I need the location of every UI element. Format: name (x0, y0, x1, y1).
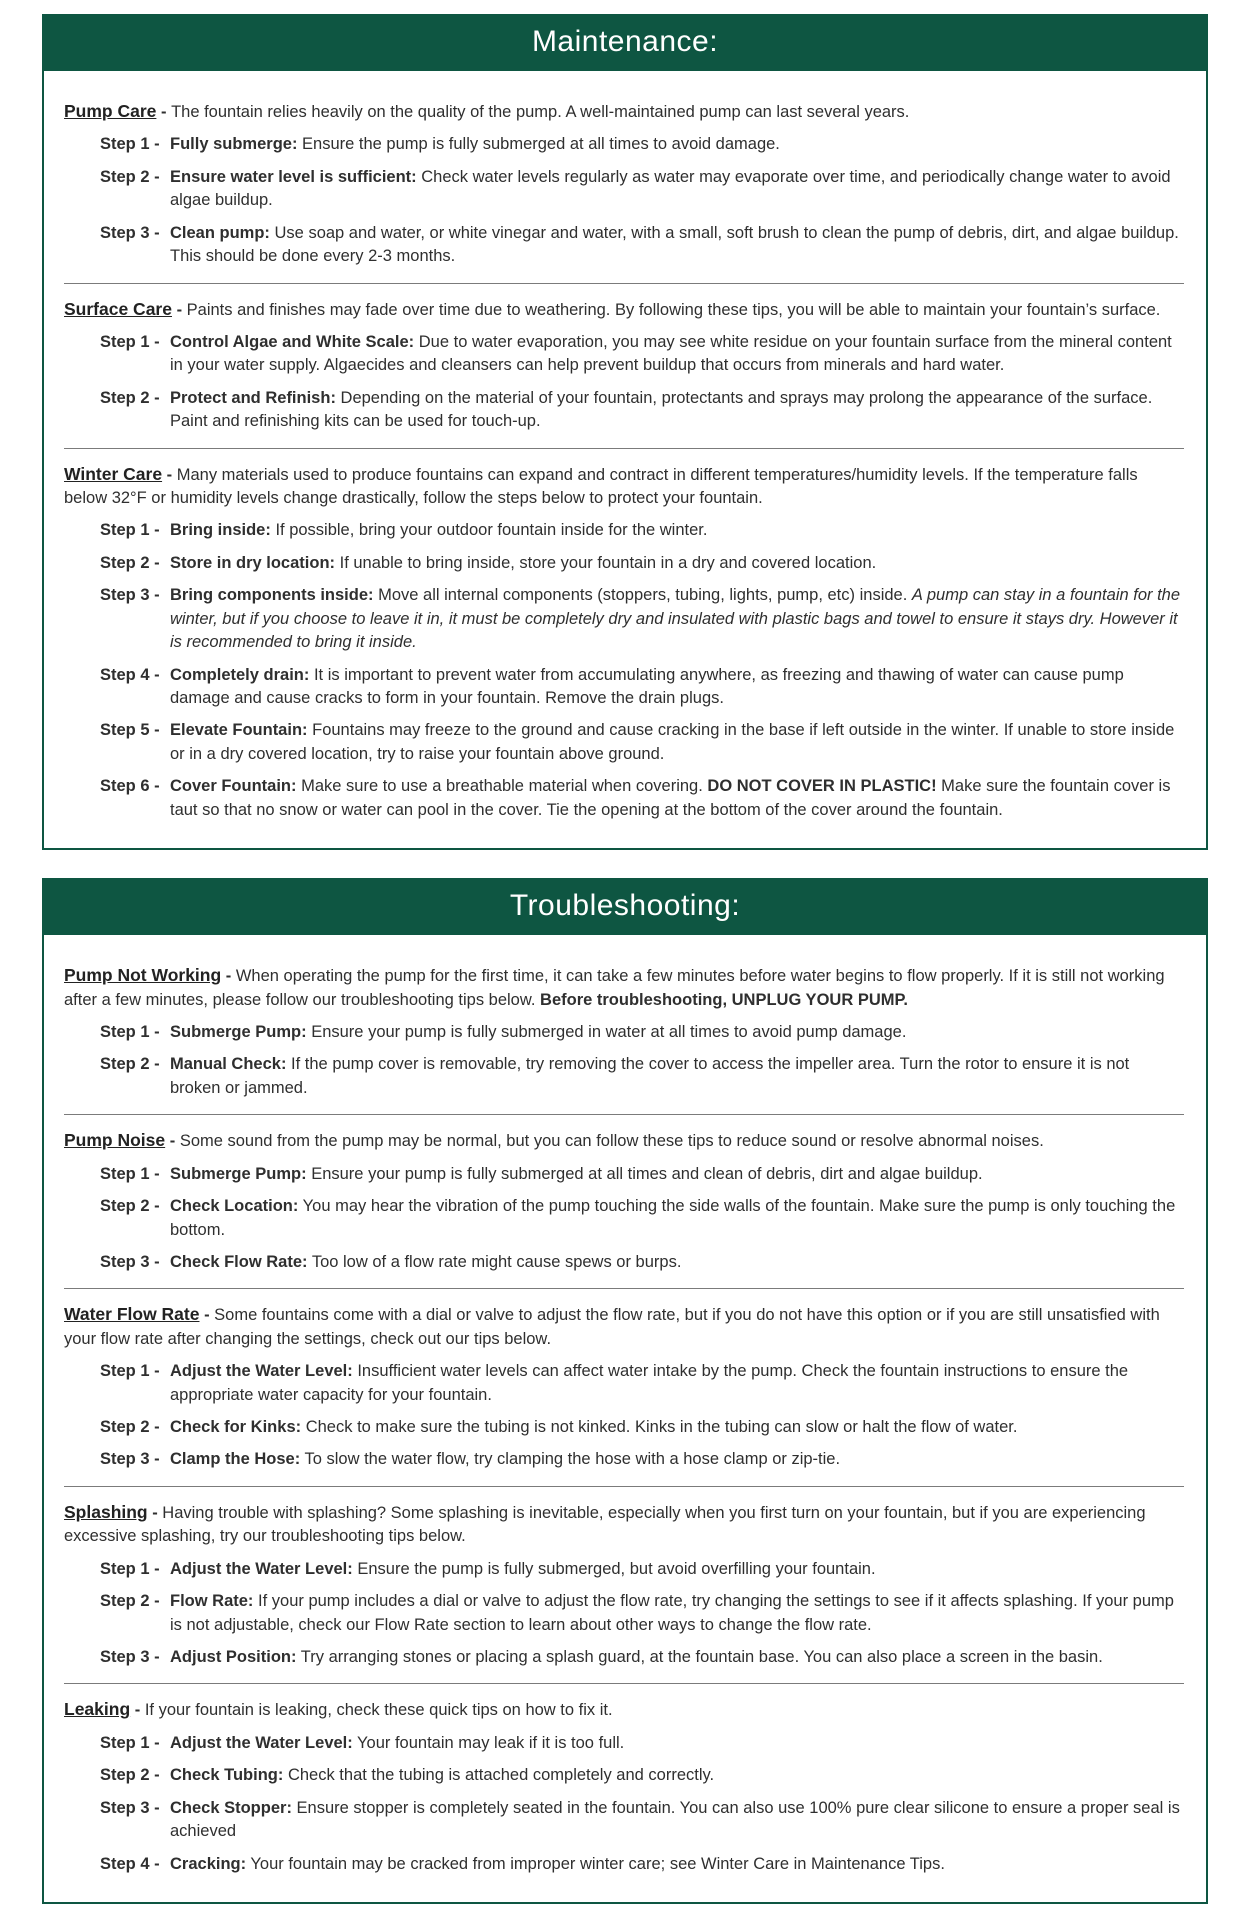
step-body (170, 664, 1184, 711)
step-row (100, 1416, 1184, 1439)
step-body (170, 133, 1184, 156)
topic-divider (64, 283, 1184, 284)
step-title: Cracking: (170, 1854, 247, 1873)
body-text: When operating the pump for the first time, it can take a few minutes before water begins to flow properly. If it is still not working after a few minutes, please follow our troubleshooting tips below. (64, 967, 1165, 1009)
body-text: Check that the tubing is attached completely and correctly. (287, 1766, 715, 1785)
step-title: Adjust the Water Level: (170, 1733, 353, 1752)
topic-water-flow-rate (64, 1302, 1184, 1472)
topic-heading: Pump Not Working (64, 965, 222, 986)
bold-text: Before troubleshooting, UNPLUG YOUR PUMP. (540, 990, 908, 1009)
step-title: Bring inside: (170, 521, 271, 540)
body-text: Check to make sure the tubing is not kinked. Kinks in the tubing can slow or halt the flow of water. (305, 1418, 1018, 1437)
heading-dash: - (156, 103, 172, 121)
body-text: Move all internal components (stoppers, tubing, lights, pump, etc) inside. (378, 586, 912, 605)
body-text: Ensure your pump is fully submerged in water at all times to avoid pump damage. (311, 1022, 907, 1041)
step-body (170, 222, 1184, 269)
topic-divider (64, 1486, 1184, 1487)
step-row (100, 1853, 1184, 1876)
step-title: Adjust the Water Level: (170, 1362, 353, 1381)
step-title: Submerge Pump: (170, 1022, 307, 1041)
troubleshooting-content (44, 935, 1206, 1902)
step-row (100, 552, 1184, 575)
body-text: To slow the water flow, try clamping the hose with a hose clamp or zip-tie. (304, 1450, 841, 1469)
step-title: Completely drain: (170, 665, 310, 684)
step-body (170, 1732, 1184, 1755)
step-title: Check Stopper: (170, 1798, 292, 1817)
step-title: Check Location: (170, 1197, 299, 1216)
topic-divider (64, 1114, 1184, 1115)
topic-heading: Pump Noise (64, 1130, 166, 1151)
step-body (170, 1021, 1184, 1044)
steps-list (100, 1163, 1184, 1275)
topic-intro (64, 99, 1184, 124)
step-label: Step 3 - (100, 223, 160, 242)
step-label: Step 2 - (100, 1197, 160, 1216)
topic-heading: Pump Care (64, 101, 157, 121)
body-text: Having trouble with splashing? Some splashing is inevitable, especially when you first turn on your fountain, but if you are experiencing excessive splashing, try our troubleshooting tips below. (64, 1503, 1146, 1546)
step-label: Step 1 - (100, 332, 160, 351)
step-row (100, 387, 1184, 434)
body-text: It is important to prevent water from accumulating anywhere, as freezing and thawing of water can cause pump damage and cause cracks to form in your fountain. Remove the drain plugs. (170, 665, 1124, 708)
topic-heading: Water Flow Rate (64, 1304, 200, 1325)
body-text: Too low of a flow rate might cause spews or burps. (311, 1252, 682, 1271)
step-title: Adjust the Water Level: (170, 1559, 353, 1578)
heading-dash: - (162, 465, 177, 484)
step-body (170, 1163, 1184, 1186)
step-row (100, 519, 1184, 542)
body-text: Ensure stopper is completely seated in the fountain. You can also use 100% pure clear silicone to ensure a proper seal is achieved (170, 1798, 1180, 1841)
step-row (100, 331, 1184, 378)
topic-splashing (64, 1500, 1184, 1670)
step-title: Bring components inside: (170, 586, 374, 605)
body-text: If your fountain is leaking, check these quick tips on how to fix it. (144, 1701, 613, 1720)
step-body (170, 519, 1184, 542)
body-text: If possible, bring your outdoor fountain inside for the winter. (275, 521, 708, 540)
body-text: Make sure to use a breathable material when covering. (301, 777, 708, 796)
steps-list (100, 133, 1184, 268)
step-row (100, 1251, 1184, 1274)
topic-intro (64, 297, 1184, 322)
topic-pump-care (64, 99, 1184, 269)
topic-winter-care (64, 462, 1184, 822)
body-text: Ensure the pump is fully submerged at all times to avoid damage. (302, 135, 780, 154)
steps-list (100, 519, 1184, 822)
topic-heading: Surface Care (64, 298, 172, 319)
step-label: Step 1 - (100, 135, 160, 154)
body-text: Check water levels regularly as water may evaporate over time, and periodically change water to avoid algae buildup. (170, 167, 1171, 210)
troubleshooting-header (44, 880, 1206, 935)
step-label: Step 1 - (100, 1733, 160, 1752)
step-row (100, 664, 1184, 711)
topic-leaking (64, 1697, 1184, 1876)
step-body (170, 1053, 1184, 1100)
step-label: Step 1 - (100, 521, 160, 540)
topic-intro (64, 963, 1184, 1012)
maintenance-title: Maintenance: (531, 25, 719, 58)
step-title: Check Flow Rate: (170, 1252, 308, 1271)
heading-dash: - (130, 1701, 145, 1720)
heading-dash: - (221, 967, 236, 986)
step-body (170, 1195, 1184, 1242)
steps-list (100, 1360, 1184, 1472)
step-label: Step 3 - (100, 1647, 160, 1666)
step-row (100, 166, 1184, 213)
topic-heading: Splashing (64, 1501, 148, 1522)
body-text: If unable to bring inside, store your fountain in a dry and covered location. (339, 553, 877, 572)
body-text: Your fountain may be cracked from improper winter care; see Winter Care in Maintenance Tips. (250, 1854, 945, 1873)
italic-text: A pump can stay in a fountain for the winter, but if you choose to leave it in, it must be completely dry and insulated with plastic bags and towel to ensure it stays dry. However it is recommended to bring it inside. (170, 586, 1181, 652)
step-title: Cover Fountain: (170, 777, 297, 796)
step-title: Fully submerge: (170, 135, 298, 154)
step-title: Submerge Pump: (170, 1164, 307, 1183)
step-label: Step 5 - (100, 721, 160, 740)
step-title: Check for Kinks: (170, 1418, 302, 1437)
body-text: Ensure your pump is fully submerged at all times and clean of debris, dirt and algae buildup. (311, 1164, 983, 1183)
maintenance-section (42, 14, 1208, 850)
body-text: If your pump includes a dial or valve to adjust the flow rate, try changing the settings to see if it affects splashing. If your pump is not adjustable, check our Flow Rate section to learn about other ways to change the flow rate. (170, 1592, 1174, 1634)
step-label: Step 2 - (100, 167, 160, 186)
step-body (170, 1360, 1184, 1407)
heading-dash: - (165, 1132, 180, 1151)
body-text: You may hear the vibration of the pump touching the side walls of the fountain. Make sure the pump is only touching the bottom. (170, 1197, 1176, 1239)
step-body (170, 775, 1184, 822)
step-row (100, 719, 1184, 766)
step-title: Protect and Refinish: (170, 388, 336, 407)
step-row (100, 1360, 1184, 1407)
step-body (170, 1764, 1184, 1787)
step-label: Step 6 - (100, 777, 160, 796)
step-body (170, 1853, 1184, 1876)
heading-dash: - (147, 1503, 163, 1522)
step-label: Step 3 - (100, 1798, 160, 1817)
step-body (170, 719, 1184, 766)
topic-pump-noise (64, 1128, 1184, 1274)
body-text: Insufficient water levels can affect water intake by the pump. Check the fountain instructions to ensure the appropriate water capacity for your fountain. (170, 1362, 1129, 1404)
troubleshooting-section (42, 878, 1208, 1904)
body-text: Many materials used to produce fountains can expand and contract in different temperatures/humidity levels. If the temperature falls below 32°F or humidity levels change drastically, follow the steps below to protect your fountain. (64, 465, 1138, 508)
body-text: Due to water evaporation, you may see white residue on your fountain surface from the mineral content in your water supply. Algaecides and cleansers can help prevent buildup that occurs from minerals and hard water. (170, 332, 1172, 375)
body-text: Depending on the material of your fountain, protectants and sprays may prolong the appearance of the surface. Paint and refinishing kits can be used for touch-up. (170, 388, 1153, 431)
step-body (170, 1251, 1184, 1274)
step-label: Step 4 - (100, 1854, 160, 1873)
step-body (170, 1590, 1184, 1637)
steps-list (100, 1558, 1184, 1670)
step-row (100, 1646, 1184, 1669)
step-body (170, 331, 1184, 378)
steps-list (100, 331, 1184, 434)
step-body (170, 1646, 1184, 1669)
step-title: Manual Check: (170, 1055, 287, 1074)
body-text: Make sure the fountain cover is taut so that no snow or water can pool in the cover. Tie the opening at the bottom of the cover around the fountain. (170, 777, 1171, 819)
step-row (100, 1590, 1184, 1637)
bold-text: DO NOT COVER IN PLASTIC! (707, 777, 937, 796)
step-label: Step 2 - (100, 1055, 160, 1074)
step-label: Step 2 - (100, 553, 160, 572)
step-row (100, 1558, 1184, 1581)
body-text: Your fountain may leak if it is too full. (357, 1733, 625, 1752)
step-row (100, 775, 1184, 822)
body-text: The fountain relies heavily on the quality of the pump. A well-maintained pump can last several years. (171, 103, 910, 121)
maintenance-content (44, 71, 1206, 848)
body-text: Fountains may freeze to the ground and cause cracking in the base if left outside in the winter. If unable to store inside or in a dry covered location, try to raise your fountain above ground. (170, 721, 1175, 763)
topic-intro (64, 1500, 1184, 1549)
step-label: Step 2 - (100, 1418, 160, 1437)
step-body (170, 584, 1184, 654)
step-label: Step 3 - (100, 586, 160, 605)
step-title: Clamp the Hose: (170, 1450, 301, 1469)
step-label: Step 1 - (100, 1022, 160, 1041)
steps-list (100, 1732, 1184, 1876)
steps-list (100, 1021, 1184, 1100)
body-text: Some fountains come with a dial or valve to adjust the flow rate, but if you do not have this option or if you are still unsatisfied with your flow rate after changing the settings, check out our tips below. (64, 1306, 1160, 1348)
step-title: Check Tubing: (170, 1766, 284, 1785)
step-label: Step 2 - (100, 388, 160, 407)
step-title: Control Algae and White Scale: (170, 332, 415, 351)
body-text: Paints and finishes may fade over time due to weathering. By following these tips, you will be able to maintain your fountain’s surface. (186, 300, 1161, 319)
step-label: Step 1 - (100, 1362, 160, 1381)
topic-heading: Winter Care (64, 463, 163, 484)
topic-surface-care (64, 297, 1184, 434)
body-text: Some sound from the pump may be normal, but you can follow these tips to reduce sound or resolve abnormal noises. (179, 1132, 1044, 1151)
step-label: Step 4 - (100, 665, 160, 684)
body-text: Try arranging stones or placing a splash guard, at the fountain base. You can also place a screen in the basin. (300, 1647, 1103, 1666)
step-title: Flow Rate: (170, 1592, 254, 1611)
body-text: If the pump cover is removable, try removing the cover to access the impeller area. Turn the rotor to ensure it is not broken or jammed. (170, 1055, 1130, 1097)
troubleshooting-title: Troubleshooting: (509, 889, 741, 923)
topic-intro (64, 1128, 1184, 1153)
step-row (100, 1797, 1184, 1844)
topic-intro (64, 1302, 1184, 1351)
step-body (170, 1448, 1184, 1471)
body-text: Ensure the pump is fully submerged, but avoid overfilling your fountain. (357, 1559, 876, 1578)
topic-divider (64, 448, 1184, 449)
body-text: Use soap and water, or white vinegar and water, with a small, soft brush to clean the pump of debris, dirt, and algae buildup. This should be done every 2-3 months. (170, 223, 1179, 266)
step-row (100, 1021, 1184, 1044)
step-row (100, 1764, 1184, 1787)
heading-dash: - (171, 300, 187, 319)
step-row (100, 1053, 1184, 1100)
step-row (100, 1448, 1184, 1471)
step-title: Ensure water level is sufficient: (170, 167, 417, 186)
step-row (100, 584, 1184, 654)
step-body (170, 387, 1184, 434)
step-row (100, 133, 1184, 156)
step-label: Step 2 - (100, 1766, 160, 1785)
topic-heading: Leaking (64, 1699, 131, 1720)
step-label: Step 2 - (100, 1592, 160, 1611)
topic-divider (64, 1288, 1184, 1289)
topic-pump-not-working (64, 963, 1184, 1100)
step-body (170, 552, 1184, 575)
step-title: Adjust Position: (170, 1647, 297, 1666)
topic-intro (64, 1697, 1184, 1722)
topic-intro (64, 462, 1184, 511)
step-row (100, 1163, 1184, 1186)
step-label: Step 3 - (100, 1252, 160, 1271)
step-title: Store in dry location: (170, 553, 336, 572)
step-title: Clean pump: (170, 223, 270, 242)
heading-dash: - (199, 1306, 215, 1325)
step-body (170, 1416, 1184, 1439)
step-title: Elevate Fountain: (170, 721, 308, 740)
step-label: Step 1 - (100, 1164, 160, 1183)
step-row (100, 1732, 1184, 1755)
step-body (170, 1558, 1184, 1581)
step-row (100, 222, 1184, 269)
maintenance-header (44, 16, 1206, 71)
step-body (170, 1797, 1184, 1844)
step-row (100, 1195, 1184, 1242)
topic-divider (64, 1683, 1184, 1684)
step-label: Step 1 - (100, 1559, 160, 1578)
step-body (170, 166, 1184, 213)
step-label: Step 3 - (100, 1450, 160, 1469)
